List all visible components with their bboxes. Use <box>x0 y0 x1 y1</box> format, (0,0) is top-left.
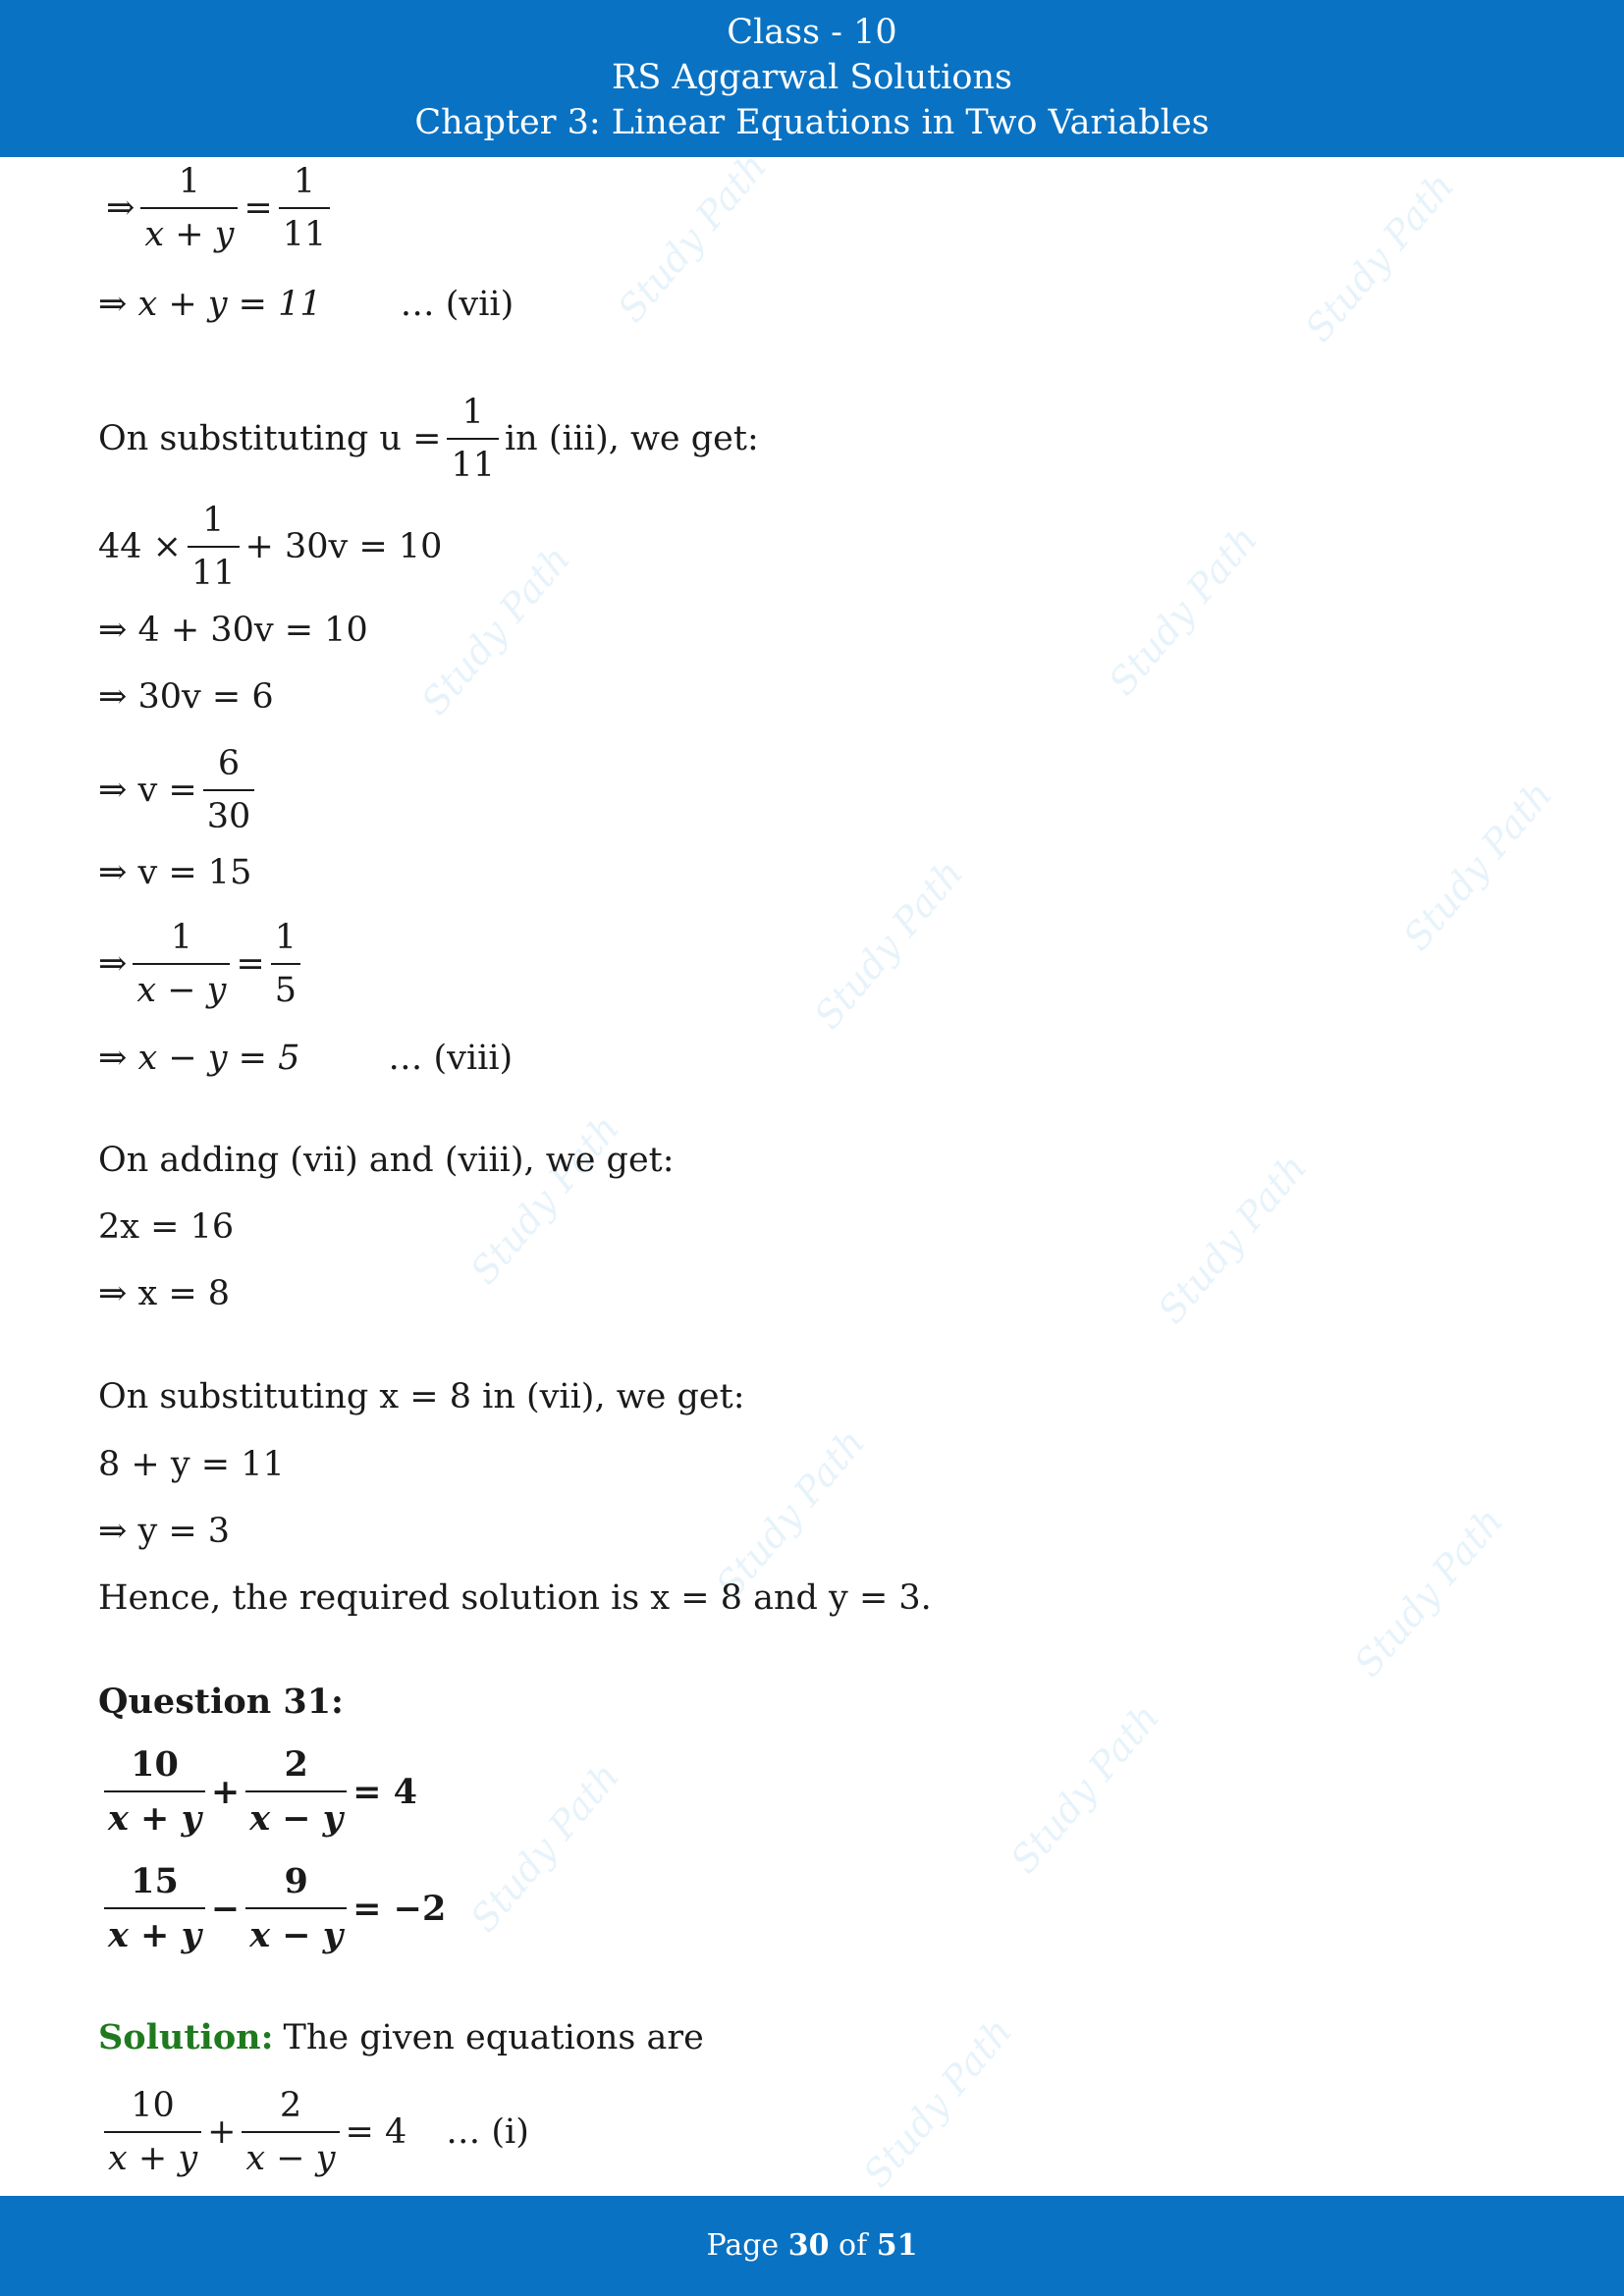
equation-line: ⇒ $\frac{1}{x + y}$ = $\frac{1}{11}$ <box>106 162 336 254</box>
fraction: $\frac{1}{x + y}$ <box>140 162 238 254</box>
fraction: $\frac{1}{11}$ <box>447 393 499 485</box>
watermark: Study Path <box>1100 517 1267 704</box>
page-footer: Page 30 of 51 <box>0 2196 1624 2296</box>
page-header <box>0 0 1624 157</box>
equation-tag: … (viii) <box>388 1039 514 1078</box>
question-title: Question 31: <box>98 1682 344 1722</box>
text-line: On substituting u = $\frac{1}{11}$ in (iii), we get: <box>98 393 759 485</box>
fraction: $\frac{2}{x - y}$ <box>245 1744 347 1839</box>
question-equation: $\frac{10}{x + y}$ + $\frac{2}{x - y}$ = 4 <box>98 1744 417 1839</box>
fraction: $\frac{1}{11}$ <box>188 501 240 593</box>
equation-line: ⇒ 4 + 30v = 10 <box>98 611 368 650</box>
equation-line: 44 × $\frac{1}{11}$ + 30v = 10 <box>98 501 443 593</box>
watermark: Study Path <box>854 2009 1021 2196</box>
watermark: Study Path <box>707 1420 874 1607</box>
watermark: Study Path <box>1394 773 1561 959</box>
page-number: 30 <box>787 2228 830 2263</box>
equation-line: ⇒ v = $\frac{6}{30}$ <box>98 744 260 836</box>
fraction: $\frac{1}{11}$ <box>279 162 331 254</box>
watermark: Study Path <box>412 537 579 723</box>
equation-tag: … (i) <box>446 2112 529 2152</box>
watermark: Study Path <box>805 851 972 1038</box>
page-total: 51 <box>876 2228 918 2263</box>
watermark: Study Path <box>461 1754 628 1941</box>
equation-line: ⇒ y = 3 <box>98 1512 231 1551</box>
text-line: On substituting x = 8 in (vii), we get: <box>98 1377 745 1416</box>
equation-tag: … (vii) <box>400 285 514 324</box>
equation-line: ⇒ v = 15 <box>98 853 252 892</box>
fraction: $\frac{1}{x - y}$ <box>133 918 230 1010</box>
question-equation: $\frac{15}{x + y}$ − $\frac{9}{x - y}$ = −2 <box>98 1861 446 1955</box>
fraction: $\frac{1}{5}$ <box>271 918 300 1010</box>
header-class: Class - 10 <box>727 13 897 52</box>
equation-line: $\frac{10}{x + y}$ + $\frac{2}{x - y}$ = 4 … (i) <box>98 2086 529 2178</box>
equation-line: ⇒ 30v = 6 <box>98 677 274 717</box>
fraction: $\frac{6}{30}$ <box>203 744 255 836</box>
equation-line: 8 + y = 11 <box>98 1445 285 1484</box>
fraction: $\frac{10}{x + y}$ <box>104 1744 205 1839</box>
text-line: Hence, the required solution is x = 8 and y = 3. <box>98 1578 932 1618</box>
equation-line: 2x = 16 <box>98 1207 235 1247</box>
fraction: $\frac{9}{x - y}$ <box>245 1861 347 1955</box>
watermark: Study Path <box>1345 1499 1512 1685</box>
equation-line: ⇒ x + y = 11 … (vii) <box>98 285 514 324</box>
solution-intro: Solution: The given equations are <box>98 2017 704 2057</box>
header-book: RS Aggarwal Solutions <box>612 58 1012 97</box>
equation-line: ⇒ x = 8 <box>98 1274 231 1313</box>
header-chapter: Chapter 3: Linear Equations in Two Variables <box>414 103 1210 142</box>
text-line: On adding (vii) and (viii), we get: <box>98 1141 675 1180</box>
equation-line: ⇒ x − y = 5 … (viii) <box>98 1039 514 1078</box>
fraction: $\frac{15}{x + y}$ <box>104 1861 205 1955</box>
watermark: Study Path <box>609 144 776 331</box>
solution-label: Solution: <box>98 2017 274 2057</box>
fraction: $\frac{10}{x + y}$ <box>104 2086 201 2178</box>
watermark: Study Path <box>461 1106 628 1293</box>
equation-line: ⇒ $\frac{1}{x - y}$ = $\frac{1}{5}$ <box>98 918 306 1010</box>
watermark: Study Path <box>1001 1695 1168 1882</box>
watermark: Study Path <box>1296 164 1463 350</box>
fraction: $\frac{2}{x - y}$ <box>242 2086 339 2178</box>
watermark: Study Path <box>1149 1146 1316 1332</box>
